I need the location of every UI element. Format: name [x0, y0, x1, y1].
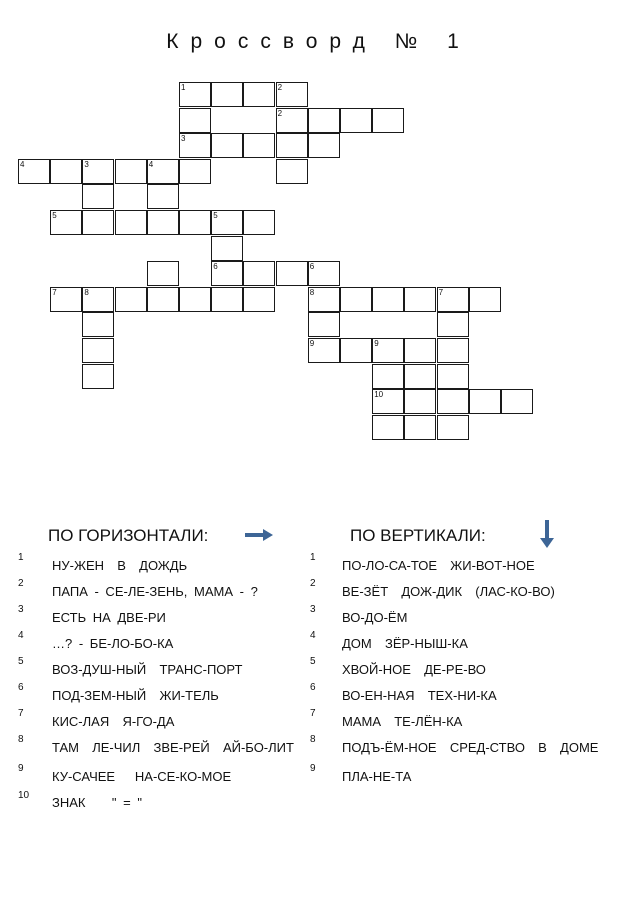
across-clue-number: 10	[18, 790, 30, 801]
grid-cell[interactable]	[82, 159, 114, 184]
grid-cell[interactable]	[179, 133, 211, 158]
grid-cell[interactable]	[372, 364, 404, 389]
grid-cell[interactable]	[404, 287, 436, 312]
across-clue-text: …? - БЕ-ЛО-БО-КА	[52, 636, 174, 651]
grid-cell[interactable]	[276, 108, 308, 133]
grid-cell[interactable]	[437, 364, 469, 389]
grid-cell[interactable]	[50, 210, 82, 235]
grid-cell[interactable]	[147, 287, 179, 312]
grid-cell[interactable]	[243, 287, 275, 312]
down-clue-number: 1	[310, 552, 316, 563]
cell-number: 4	[148, 159, 154, 169]
grid-cell[interactable]	[404, 364, 436, 389]
grid-cell[interactable]	[340, 108, 372, 133]
grid-cell[interactable]	[437, 389, 469, 414]
cell-number: 3	[84, 159, 89, 169]
grid-cell[interactable]	[179, 287, 211, 312]
grid-cell[interactable]	[179, 210, 211, 235]
cell-number: 10	[374, 390, 384, 400]
down-clue-number: 7	[310, 708, 316, 719]
down-clue-number: 3	[310, 604, 316, 615]
across-clue-text: ЗНАК " = "	[52, 795, 142, 810]
grid-cell[interactable]	[147, 184, 179, 209]
down-clue-text: ХВОЙ-НОЕ ДЕ-РЕ-ВО	[342, 662, 486, 677]
grid-cell[interactable]	[437, 287, 469, 312]
grid-cell[interactable]	[308, 287, 340, 312]
grid-cell[interactable]	[437, 312, 469, 337]
cell-number: 8	[309, 287, 315, 297]
grid-cell[interactable]	[50, 159, 82, 184]
grid-cell[interactable]	[404, 338, 436, 363]
grid-cell[interactable]	[404, 415, 436, 440]
grid-cell[interactable]	[243, 210, 275, 235]
grid-cell[interactable]	[243, 82, 275, 107]
across-clue-text: КУ-САЧЕЕ НА-СЕ-КО-МОЕ	[52, 769, 232, 784]
cell-number: 1	[181, 83, 186, 92]
grid-cell[interactable]	[308, 108, 340, 133]
down-clue-text: ВО-ДО-ЁМ	[342, 610, 408, 625]
cell-number: 2	[277, 83, 283, 92]
grid-cell[interactable]	[308, 133, 340, 158]
grid-cell[interactable]	[276, 133, 308, 158]
grid-cell[interactable]	[82, 210, 114, 235]
grid-cell[interactable]	[243, 133, 275, 158]
grid-cell[interactable]	[211, 287, 243, 312]
across-clue-number: 6	[18, 682, 24, 693]
cell-number: 5	[52, 211, 57, 220]
grid-cell[interactable]	[211, 133, 243, 158]
grid-cell[interactable]	[179, 82, 211, 107]
grid-cell[interactable]	[372, 287, 404, 312]
across-clue-number: 4	[18, 630, 24, 641]
across-clue-number: 1	[18, 552, 24, 563]
across-clue-text: НУ-ЖЕН В ДОЖДЬ	[52, 558, 188, 573]
down-clue-number: 4	[310, 630, 316, 641]
down-clue-number: 2	[310, 578, 316, 589]
grid-cell[interactable]	[404, 389, 436, 414]
across-clue-text: ПАПА - СЕ-ЛЕ-ЗЕНЬ, МАМА - ?	[52, 584, 258, 599]
grid-cell[interactable]	[115, 287, 147, 312]
grid-cell[interactable]	[372, 389, 404, 414]
down-clue-text: ВО-ЕН-НАЯ ТЕХ-НИ-КА	[342, 688, 497, 703]
down-clue-text: МАМА ТЕ-ЛЁН-КА	[342, 714, 463, 729]
across-clue-text: ТАМ ЛЕ-ЧИЛ ЗВЕ-РЕЙ АЙ-БО-ЛИТ	[52, 740, 294, 755]
across-clue-number: 2	[18, 578, 24, 589]
grid-cell[interactable]	[82, 312, 114, 337]
grid-cell[interactable]	[308, 261, 340, 286]
down-clue-number: 9	[310, 763, 316, 774]
arrow-down-icon	[540, 520, 554, 548]
grid-cell[interactable]	[82, 287, 114, 312]
grid-cell[interactable]	[308, 338, 340, 363]
down-clue-text: ПЛА-НЕ-ТА	[342, 769, 412, 784]
cell-number: 8	[84, 287, 89, 297]
grid-cell[interactable]	[437, 415, 469, 440]
grid-cell[interactable]	[469, 389, 501, 414]
grid-cell[interactable]	[115, 210, 147, 235]
grid-cell[interactable]	[147, 210, 179, 235]
grid-cell[interactable]	[179, 159, 211, 184]
grid-cell[interactable]	[115, 159, 147, 184]
across-clue-text: ПОД-ЗЕМ-НЫЙ ЖИ-ТЕЛЬ	[52, 688, 219, 703]
across-clue-text: КИС-ЛАЯ Я-ГО-ДА	[52, 714, 175, 729]
across-clue-number: 5	[18, 656, 24, 667]
down-header: ПО ВЕРТИКАЛИ:	[350, 526, 486, 545]
cell-number: 6	[309, 262, 315, 272]
grid-cell[interactable]	[211, 210, 243, 235]
cell-number: 3	[181, 134, 186, 144]
cell-number: 4	[20, 159, 25, 169]
grid-cell[interactable]	[179, 108, 211, 133]
cell-number: 7	[438, 287, 444, 297]
grid-cell[interactable]	[211, 82, 243, 107]
across-clue-number: 8	[18, 734, 24, 745]
grid-cell[interactable]	[469, 287, 501, 312]
across-clue-text: ВОЗ-ДУШ-НЫЙ ТРАНС-ПОРТ	[52, 662, 243, 677]
grid-cell[interactable]	[276, 82, 308, 107]
across-clue-number: 9	[18, 763, 24, 774]
grid-cell[interactable]	[501, 389, 533, 414]
cell-number: 6	[213, 262, 218, 272]
grid-cell[interactable]	[372, 415, 404, 440]
grid-cell[interactable]	[82, 364, 114, 389]
down-clue-number: 8	[310, 734, 316, 745]
cell-number: 9	[309, 339, 315, 348]
grid-cell[interactable]	[147, 159, 179, 184]
across-clue-number: 7	[18, 708, 24, 719]
grid-cell[interactable]	[308, 312, 340, 337]
grid-cell[interactable]	[243, 261, 275, 286]
grid-cell[interactable]	[276, 261, 308, 286]
cell-number: 9	[374, 339, 379, 348]
grid-cell[interactable]	[372, 338, 404, 363]
grid-cell[interactable]	[82, 338, 114, 363]
down-clue-text: ПОДЪ-ЁМ-НОЕ СРЕД-СТВО В ДОМЕ	[342, 740, 599, 755]
grid-cell[interactable]	[18, 159, 50, 184]
across-clue-number: 3	[18, 604, 24, 615]
across-clue-text: ЕСТЬ НА ДВЕ-РИ	[52, 610, 166, 625]
grid-cell[interactable]	[340, 287, 372, 312]
grid-cell[interactable]	[372, 108, 404, 133]
cell-number: 2	[277, 108, 283, 118]
down-clue-text: ПО-ЛО-СА-ТОЕ ЖИ-ВОТ-НОЕ	[342, 558, 535, 573]
grid-cell[interactable]	[147, 261, 179, 286]
down-clue-text: ДОМ ЗЁР-НЫШ-КА	[342, 636, 468, 651]
grid-cell[interactable]	[82, 184, 114, 209]
down-clue-text: ВЕ-ЗЁТ ДОЖ-ДИК (ЛАС-КО-ВО)	[342, 584, 555, 599]
crossword-title: Кроссворд № 1	[166, 30, 471, 53]
grid-cell[interactable]	[211, 236, 243, 261]
grid-cell[interactable]	[276, 159, 308, 184]
down-clue-number: 5	[310, 656, 316, 667]
grid-cell[interactable]	[211, 261, 243, 286]
down-clue-number: 6	[310, 682, 316, 693]
across-header: ПО ГОРИЗОНТАЛИ:	[48, 526, 209, 545]
arrow-right-icon	[245, 529, 273, 541]
grid-cell[interactable]	[340, 338, 372, 363]
cell-number: 7	[52, 287, 57, 297]
cell-number: 5	[213, 211, 218, 220]
grid-cell[interactable]	[437, 338, 469, 363]
grid-cell[interactable]	[50, 287, 82, 312]
